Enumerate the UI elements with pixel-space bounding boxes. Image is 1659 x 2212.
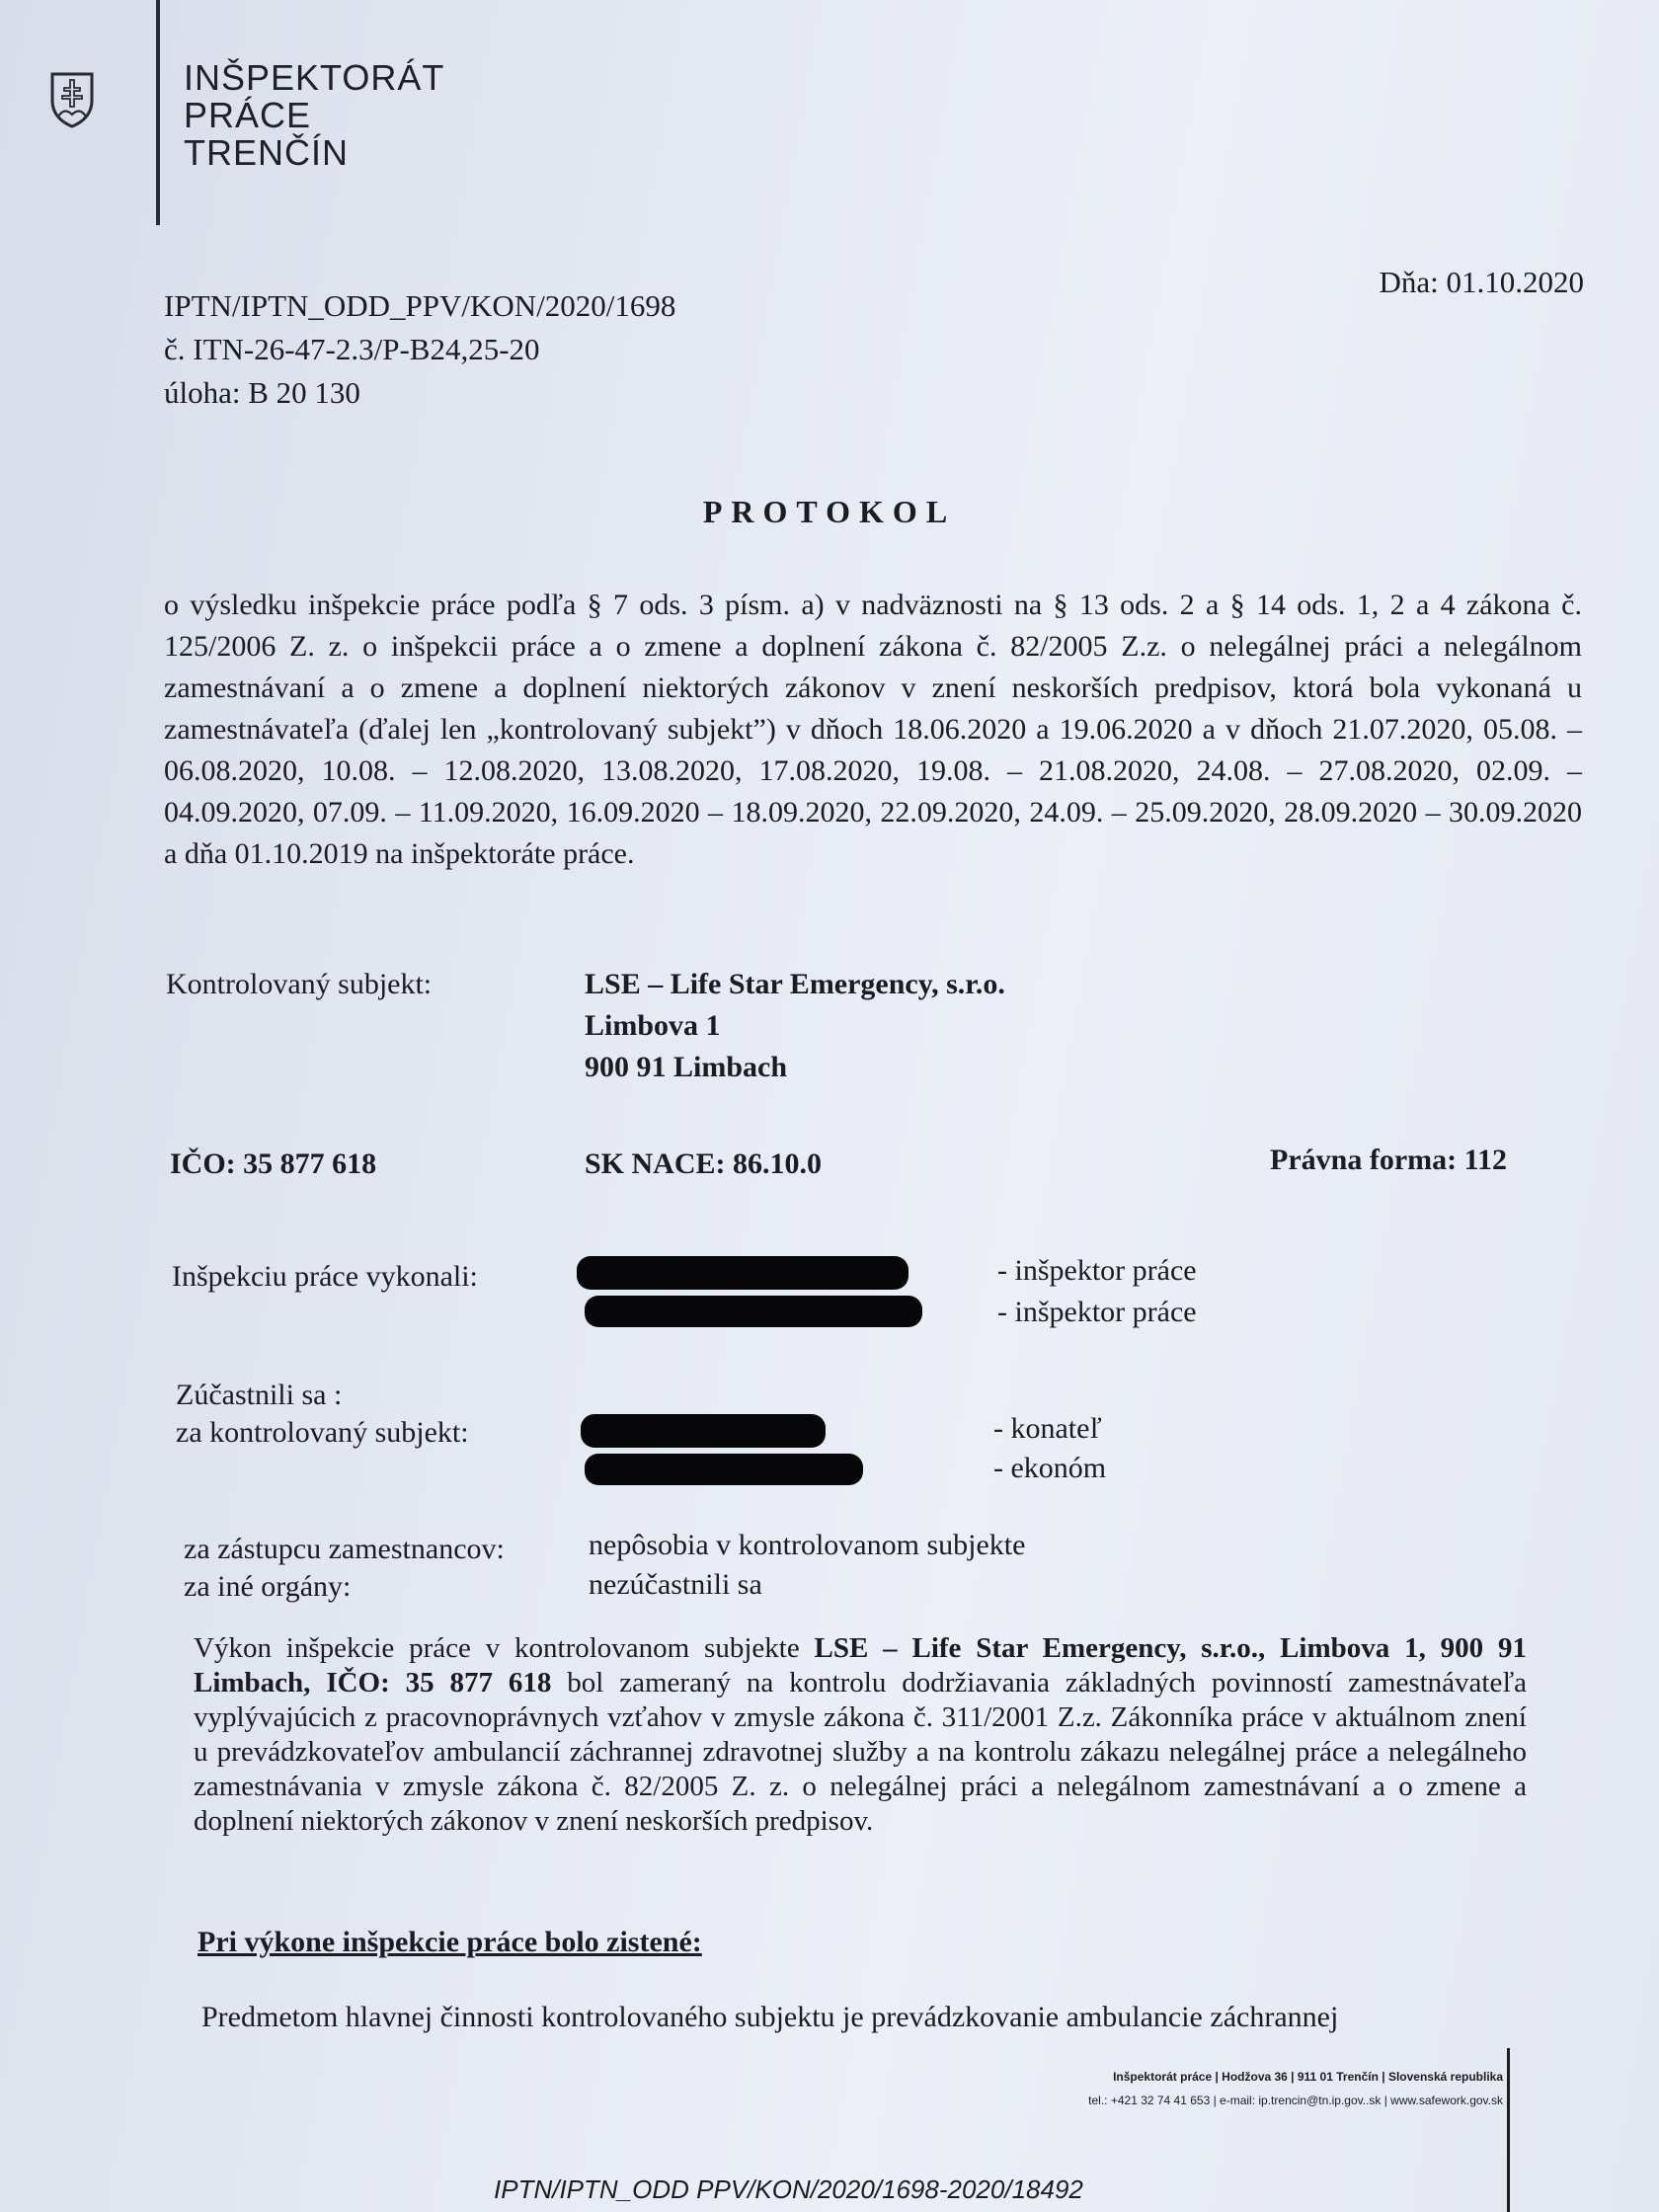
org-line-1: INŠPEKTORÁT (184, 57, 445, 98)
participant-role-1: - konateľ (993, 1412, 1102, 1445)
footer-address: Inšpektorát práce | Hodžova 36 | 911 01 Trenčín | Slovenská republika (1113, 2070, 1503, 2084)
employee-reps-value: nepôsobia v kontrolovanom subjekte (589, 1529, 1026, 1561)
reference-block (164, 284, 675, 415)
redaction-bar (577, 1256, 908, 1290)
intro-paragraph: o výsledku inšpekcie práce podľa § 7 ods. 3 písm. a) v nadväznosti na § 13 ods. 2 a § 14 ods. 1, 2 a 4 zákona č. 125/2006 Z. z. o inšpekcii práce a o zmene a doplnení zákona č. 82/2005 Z.z. o nelegálnej práci a nelegálnom zamestnávaní a o zmene a doplnení niektorých zákonov v znení neskorších predpisov, ktorá bola vykonaná u zamestnávateľa (ďalej len „kontrolovaný subjekt”) v dňoch 18.06.2020 a 19.06.2020 a v dňoch 21.07.2020, 05.08. – 06.08.2020, 10.08. – 12.08.2020, 13.08.2020, 17.08.2020, 19.08. – 21.08.2020, 24.08. – 27.08.2020, 02.09. – 04.09.2020, 07.09. – 11.09.2020, 16.09.2020 – 18.09.2020, 22.09.2020, 24.09. – 25.09.2020, 28.09.2020 – 30.09.2020 a dňa 01.10.2019 na inšpektoráte práce. (164, 589, 1582, 870)
scope-text-end: bol zameraný na kontrolu dodržiavania základných povinností zamestnávateľa vyplývajúcich z pracovnoprávnych vzťahov v zmysle zákona č. 311/2001 Z.z. Zákonníka práce v aktuálnom znení u prevádzkovateľov ambulancií záchrannej zdravotnej služby a na kontrolu zákazu nelegálnej práce a nelegálneho zamestnávania v zmysle zákona č. 82/2005 Z. z. o nelegálnej práci a nelegálnom zamestnávaní a o zmene a doplnení niektorých zákonov v znení neskorších predpisov. (194, 1667, 1527, 1837)
findings-first-line: Predmetom hlavnej činnosti kontrolovaného subjektu je prevádzkovanie ambulancie záchrannej (201, 2001, 1339, 2033)
organization-name (184, 59, 444, 172)
redaction-bar (581, 1414, 826, 1448)
other-organs-value: nezúčastnili sa (589, 1568, 762, 1601)
reference-number: IPTN/IPTN_ODD_PPV/KON/2020/1698 (164, 288, 676, 323)
nace-value: SK NACE: 86.10.0 (585, 1147, 823, 1180)
redaction-bar (585, 1454, 863, 1485)
participants-subject-label: za kontrolovaný subjekt: (176, 1416, 469, 1449)
slovak-coat-of-arms-icon (49, 71, 95, 128)
org-line-3: TRENČÍN (184, 132, 349, 173)
subject-label: Kontrolovaný subjekt: (166, 968, 433, 1000)
participant-role-2: - ekonóm (993, 1452, 1107, 1484)
document-date: Dňa: 01.10.2020 (1379, 265, 1584, 299)
case-number: č. ITN-26-47-2.3/P-B24,25-20 (164, 332, 540, 366)
participants-label: Zúčastnili sa : (176, 1379, 343, 1411)
scope-paragraph (194, 1631, 1527, 1839)
subject-name: LSE – Life Star Emergency, s.r.o. (585, 968, 1005, 1000)
findings-heading: Pri výkone inšpekcie práce bolo zistené: (198, 1926, 702, 1958)
task-number: úloha: B 20 130 (164, 375, 360, 410)
ico-value: IČO: 35 877 618 (170, 1147, 377, 1180)
other-organs-label: za iné orgány: (184, 1570, 352, 1603)
subject-city: 900 91 Limbach (585, 1051, 788, 1083)
inspector-role-2: - inšpektor práce (997, 1296, 1197, 1328)
scope-subject-bold: LSE – Life Star Emergency, s.r.o., Limbova 1, 900 91 Limbach, IČO: 35 877 618 (194, 1632, 1527, 1698)
org-line-2: PRÁCE (184, 95, 312, 135)
footer-contact: tel.: +421 32 74 41 653 | e-mail: ip.trencin@tn.ip.gov..sk | www.safework.gov.sk (1088, 2094, 1503, 2107)
employee-reps-label: za zástupcu zamestnancov: (184, 1533, 505, 1565)
legal-form-value: Právna forma: 112 (1270, 1144, 1507, 1176)
header-divider (156, 0, 160, 225)
scope-text-start: Výkon inšpekcie práce v kontrolovanom subjekte (194, 1632, 815, 1664)
inspector-role-1: - inšpektor práce (997, 1254, 1197, 1287)
footer-divider (1507, 2048, 1510, 2212)
document-title: PROTOKOL (702, 494, 957, 529)
inspectors-label: Inšpekciu práce vykonali: (172, 1260, 478, 1293)
subject-street: Limbova 1 (585, 1009, 721, 1042)
footer-document-reference: IPTN/IPTN_ODD PPV/KON/2020/1698-2020/18492 (494, 2174, 1083, 2204)
redaction-bar (585, 1296, 922, 1327)
